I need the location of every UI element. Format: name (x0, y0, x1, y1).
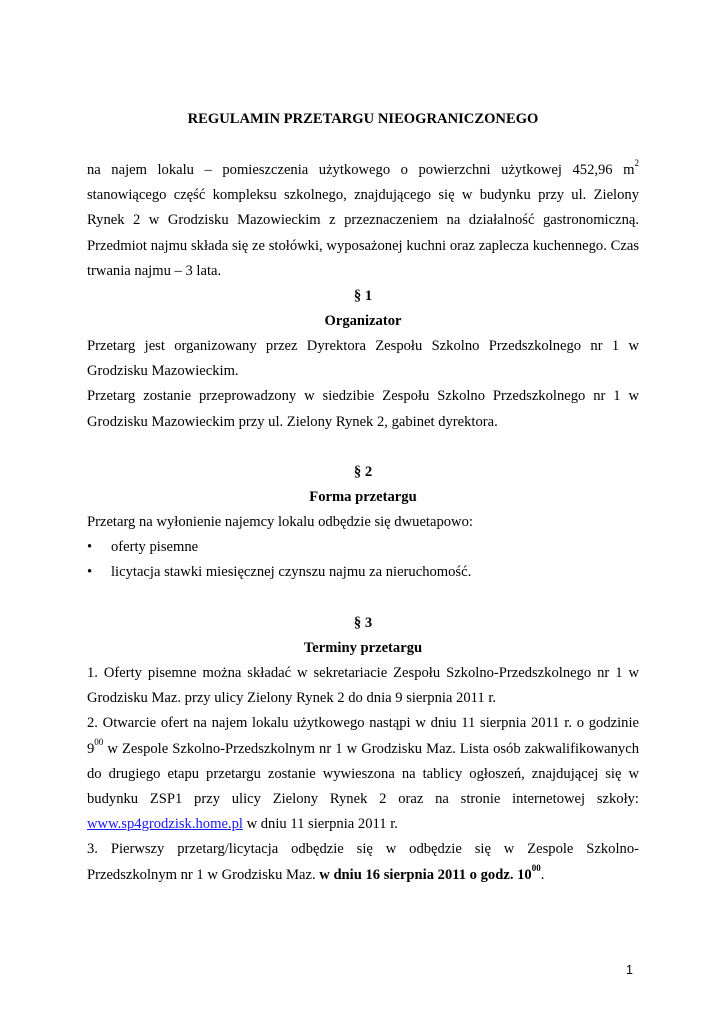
s3-p2-line-3: do drugiego etapu przetargu zostanie wywieszona na tablicy ogłoszeń, znajdującej się w (87, 765, 639, 782)
s3-p1-line-1: 1. Oferty pisemne można składać w sekretariacie Zespołu Szkolno-Przedszkolnego nr 1 w (87, 665, 639, 681)
bullet-marker: • (87, 539, 93, 556)
area-superscript: 2 (634, 158, 639, 169)
s3-p3-line-1: 3. Pierwszy przetarg/licytacja odbędzie się w odbędzie się w Zespole Szkolno- (87, 841, 639, 858)
document-title: REGULAMIN PRZETARGU NIEOGRANICZONEGO (187, 111, 539, 127)
s2-intro: Przetarg na wyłonienie najemcy lokalu odbędzie się dwuetapowo: (87, 514, 473, 530)
section-2-number: § 2 (353, 464, 373, 480)
section-2-heading: Forma przetargu (309, 489, 417, 505)
section-1-heading: Organizator (324, 313, 402, 329)
school-website-link[interactable]: www.sp4grodzisk.home.pl (87, 816, 243, 833)
section-2-body (87, 510, 639, 586)
bullet-item-2: • licytacja stawki miesięcznej czynszu najmu za nieruchomość. (87, 560, 639, 585)
bold-date: w dniu 16 sierpnia 2011 o godz. $10^{00}$ (319, 862, 541, 883)
section-1-body (87, 334, 639, 435)
s1-p1-line-2: Grodzisku Mazowieckim. (87, 363, 239, 380)
intro-line-5: trwania najmu – 3 lata. (87, 262, 222, 279)
s3-p2-line-5: www.sp4grodzisk.home.pl w dniu 11 sierpnia 2011 r. (87, 816, 398, 833)
intro-line-4: Przedmiot najmu składa się ze stołówki, wyposażonej kuchni oraz zaplecza kuchennego. Czas (87, 237, 639, 254)
section-3-heading: Terminy przetargu (303, 640, 423, 656)
bullet-item-1: • oferty pisemne (87, 535, 639, 560)
s3-p2-line-2: $9^{00}$ w Zespole Szkolno-Przedszkolnym nr 1 w Grodzisku Maz. Lista osób zakwalifikowanych (87, 736, 639, 757)
intro-line-1: na najem lokalu – pomieszczenia użytkowego o powierzchni użytkowej 452,96 $m^2$ (87, 158, 639, 178)
s3-p1-line-2: Grodzisku Maz. przy ulicy Zielony Rynek 2 do dnia 9 sierpnia 2011 r. (87, 690, 497, 707)
s3-p2-line-4: budynku ZSP1 przy ulicy Zielony Rynek 2 oraz na stronie internetowej szkoły: (87, 791, 639, 808)
s3-p2-line-1: 2. Otwarcie ofert na najem lokalu użytkowego nastąpi w dniu 11 sierpnia 2011 r. o godzinie (87, 715, 639, 732)
intro-line-2: stanowiącego część kompleksu szkolnego, znajdującego się w budynku przy ul. Zielony (87, 187, 639, 204)
section-1-number: § 1 (353, 288, 373, 304)
section-3-body (87, 661, 639, 888)
s1-p2-line-2: Grodzisku Mazowieckim przy ul. Zielony Rynek 2, gabinet dyrektora. (87, 413, 498, 430)
page-number: 1 (626, 963, 633, 977)
s1-p1-line-1: Przetarg jest organizowany przez Dyrektora Zespołu Szkolno Przedszkolnego nr 1 w (87, 338, 639, 354)
s3-p3-line-2: Przedszkolnym nr 1 w Grodzisku Maz. w dniu 16 sierpnia 2011 o godz. $10^{00}$. (87, 862, 545, 883)
time-superscript: 00 (94, 736, 104, 747)
intro-line-3: Rynek 2 w Grodzisku Mazowieckim z przeznaczeniem na działalność gastronomiczną. (87, 212, 639, 229)
bullet-marker: • (87, 564, 93, 581)
section-3-number: § 3 (353, 615, 373, 631)
intro-paragraph (87, 158, 639, 284)
s1-p2-line-1: Przetarg zostanie przeprowadzony w siedzibie Zespołu Szkolno Przedszkolnego nr 1 w (87, 388, 639, 405)
